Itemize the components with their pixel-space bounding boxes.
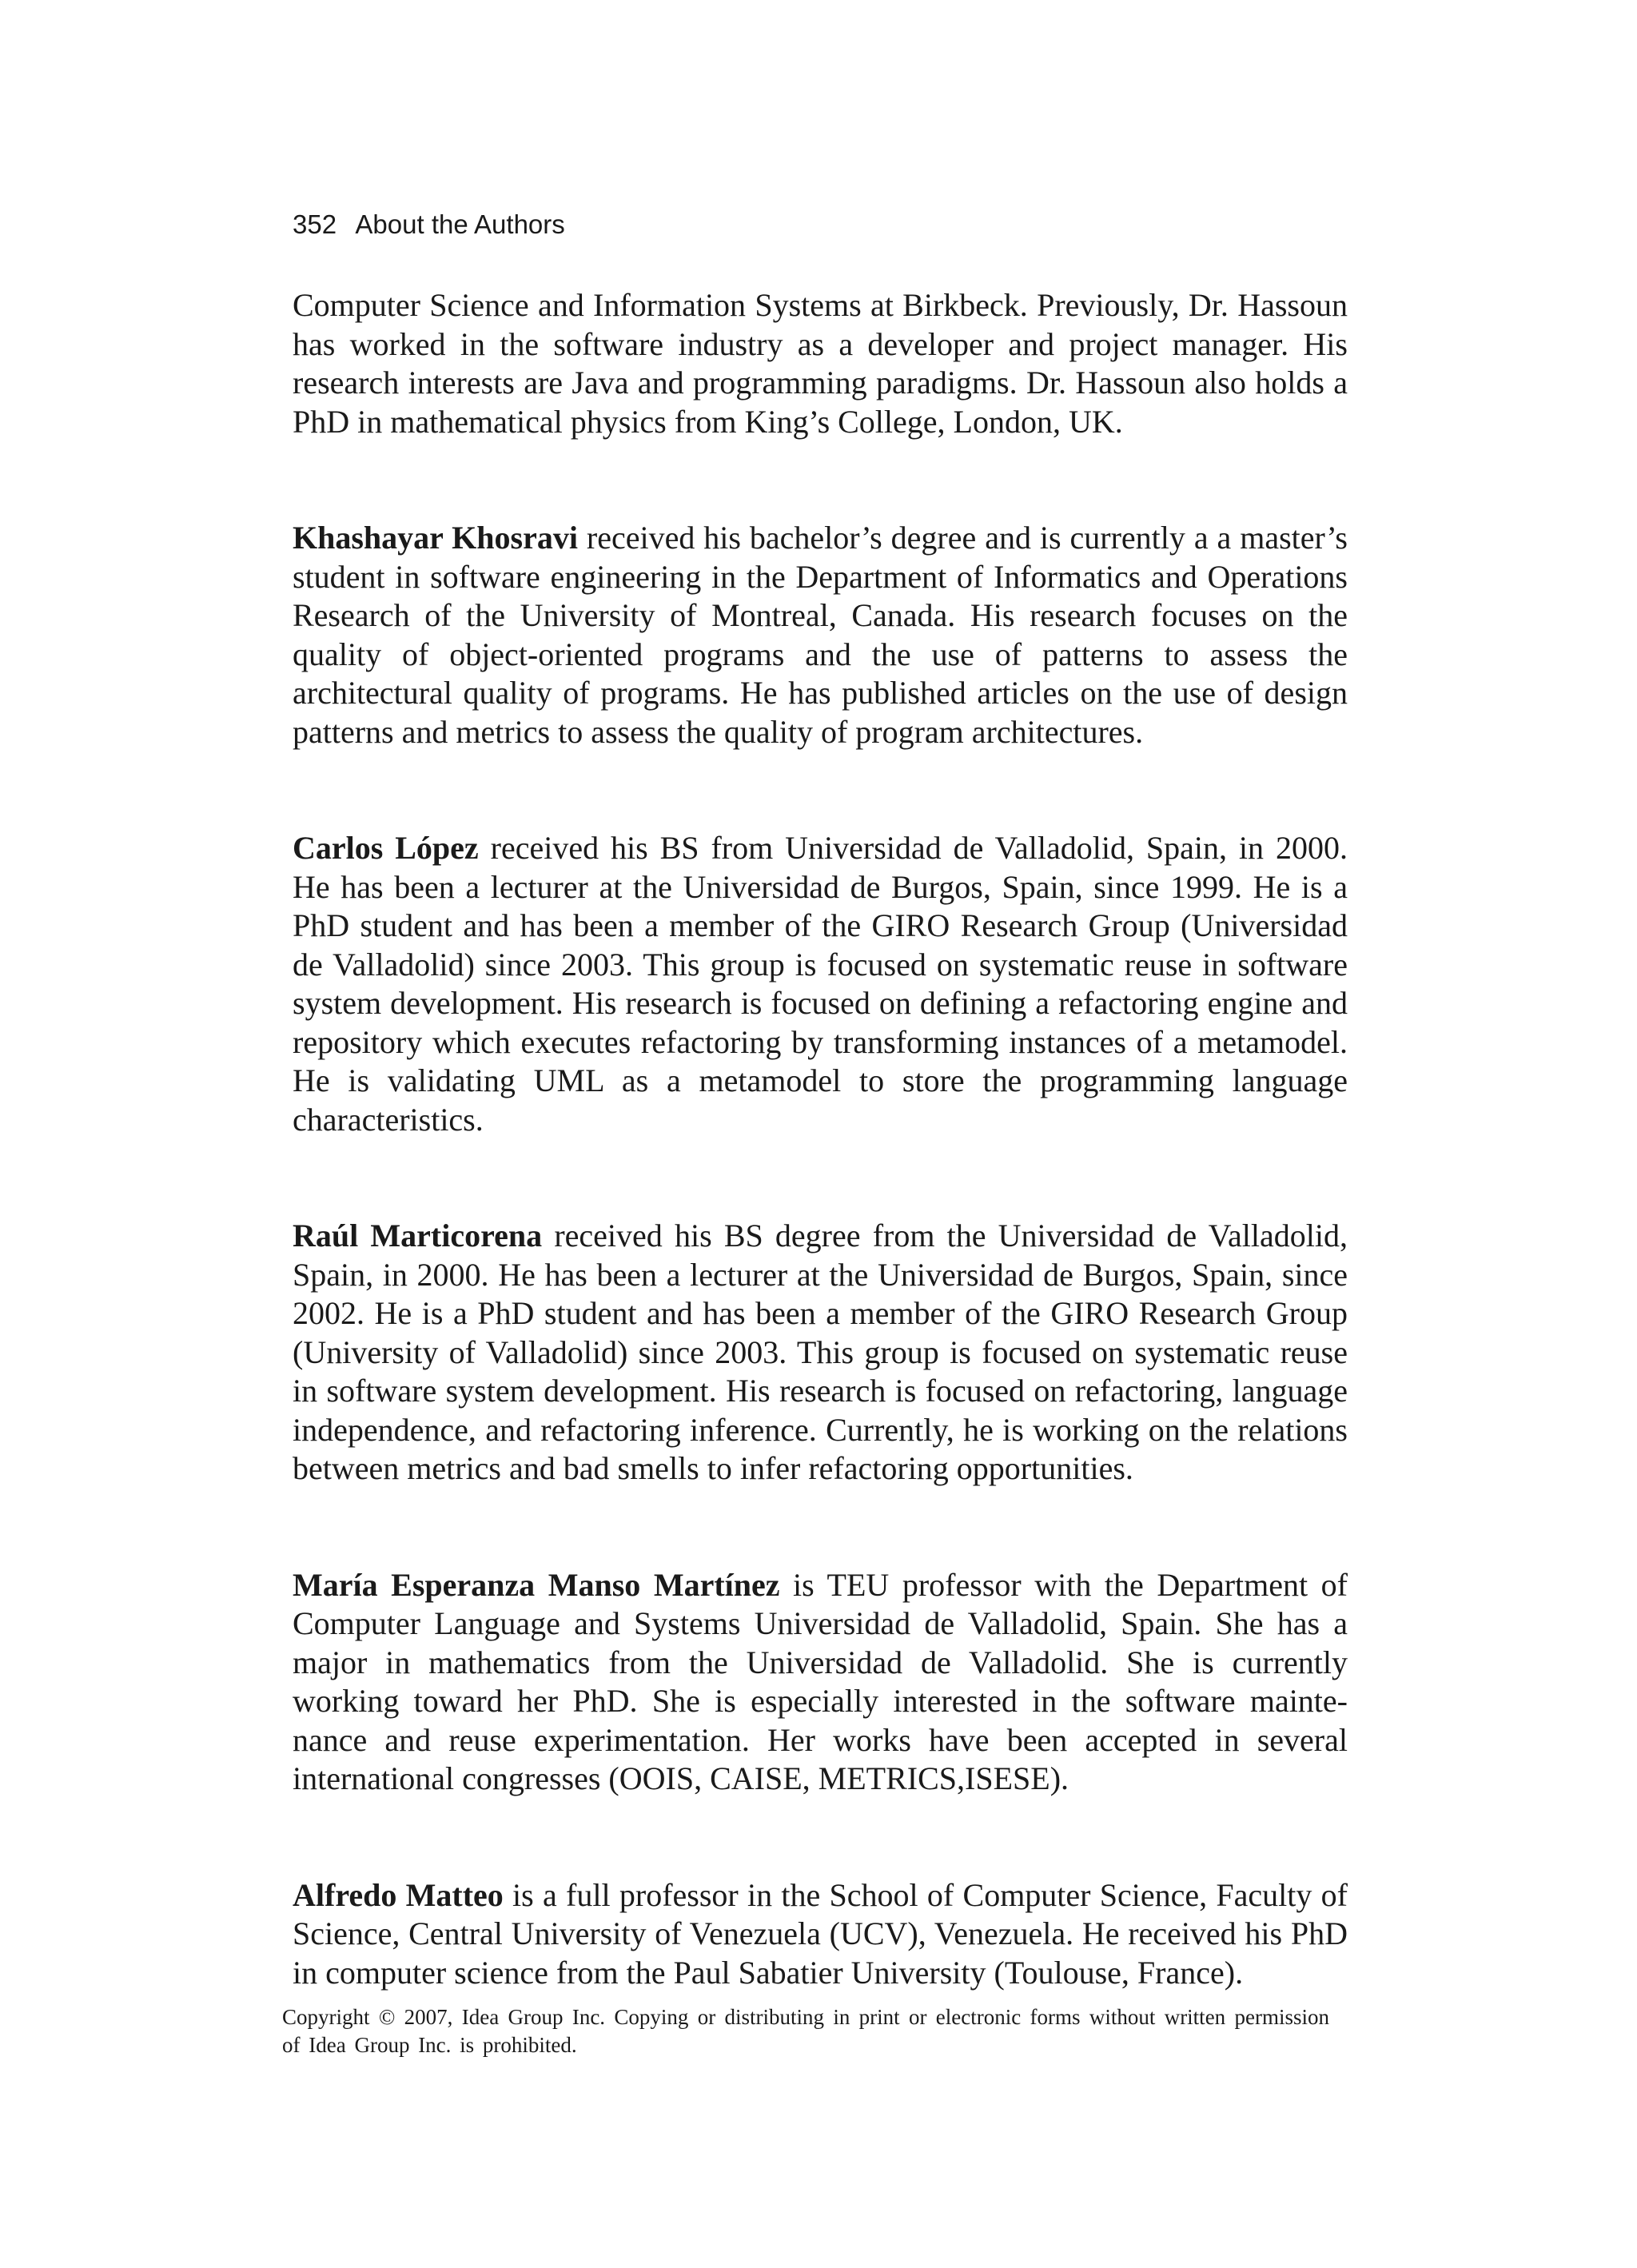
author-name: Carlos López (293, 830, 479, 866)
copyright-notice: Copyright © 2007, Idea Group Inc. Copying or distributing in print or electronic forms without written permission of Idea Group Inc. is prohibited. (282, 2005, 1329, 2057)
bio-text: received his BS degree from the Universidad de Valladolid, Spain, in 2000. He has been a lecturer at the Universidad de Burgos, Spain, since 2002. He is a PhD student and has been a member of the GIRO Research Group (University of Valladolid) since 2003. This group is focused on systematic reuse in software system development. His research is focused on refactoring, language independence, and refactoring inference. Currently, he is working on the relations between metrics and bad smells to infer refactoring opportunities. (293, 1218, 1348, 1486)
bio-paragraph-lopez (293, 829, 1348, 1139)
bio-text: received his BS from Universidad de Valladolid, Spain, in 2000. He has been a lecturer at the Universidad de Burgos, Spain, since 1999. He is a PhD student and has been a member of the GIRO Research Group (Universidad de Valladolid) since 2003. This group is focused on systematic reuse in software system development. His research is focused on defining a refactoring engine and repository which executes refactoring by transforming instances of a metamodel. He is validating UML as a metamodel to store the programming language characteristics. (293, 830, 1348, 1138)
author-name: María Esperanza Manso Martínez (293, 1566, 780, 1603)
author-name: Khashayar Khosravi (293, 520, 578, 556)
running-title: About the Authors (355, 209, 565, 239)
running-header (293, 206, 565, 243)
page-number: 352 (293, 209, 337, 239)
bio-paragraph-khosravi (293, 519, 1348, 751)
bio-paragraph-marticorena (293, 1217, 1348, 1489)
bio-paragraph-manso-martinez (293, 1566, 1348, 1799)
bio-paragraph-hassoun-continued (293, 286, 1348, 441)
bio-text: Computer Science and Information Systems at Birkbeck. Previously, Dr. Hassoun has worked in the software industry as a developer and project manager. His research interests are Java and programming paradigms. Dr. Hassoun also holds a PhD in mathematical physics from King’s College, London, UK. (293, 287, 1348, 440)
bio-text: is a full professor in the School of Computer Science, Faculty of Science, Central University of Venezuela (UCV), Venezuela. He received his PhD in computer science from the Paul Sabatier University (Toulouse, France). (293, 1876, 1348, 1991)
bio-text: received his bachelor’s degree and is currently a a master’s student in software engineering in the Department of Informatics and Operations Research of the University of Montreal, Canada. His research focuses on the quality of object-oriented programs and the use of patterns to assess the architectural quality of programs. He has published articles on the use of design patterns and metrics to assess the quality of program architectures. (293, 520, 1348, 750)
author-name: Raúl Marticorena (293, 1218, 543, 1254)
bio-text: is TEU professor with the Department of Computer Language and Systems Universidad de Valladolid, Spain. She has a major in mathematics from the Universidad de Valladolid. She is currently working toward her PhD. She is especially interested in the software mainte-nance and reuse experimentation. Her works have been accepted in several international congresses (OOIS, CAISE, METRICS,ISESE). (293, 1566, 1348, 1796)
author-name: Alfredo Matteo (293, 1876, 504, 1913)
author-bios (293, 286, 1348, 1992)
bio-paragraph-matteo (293, 1876, 1348, 1993)
